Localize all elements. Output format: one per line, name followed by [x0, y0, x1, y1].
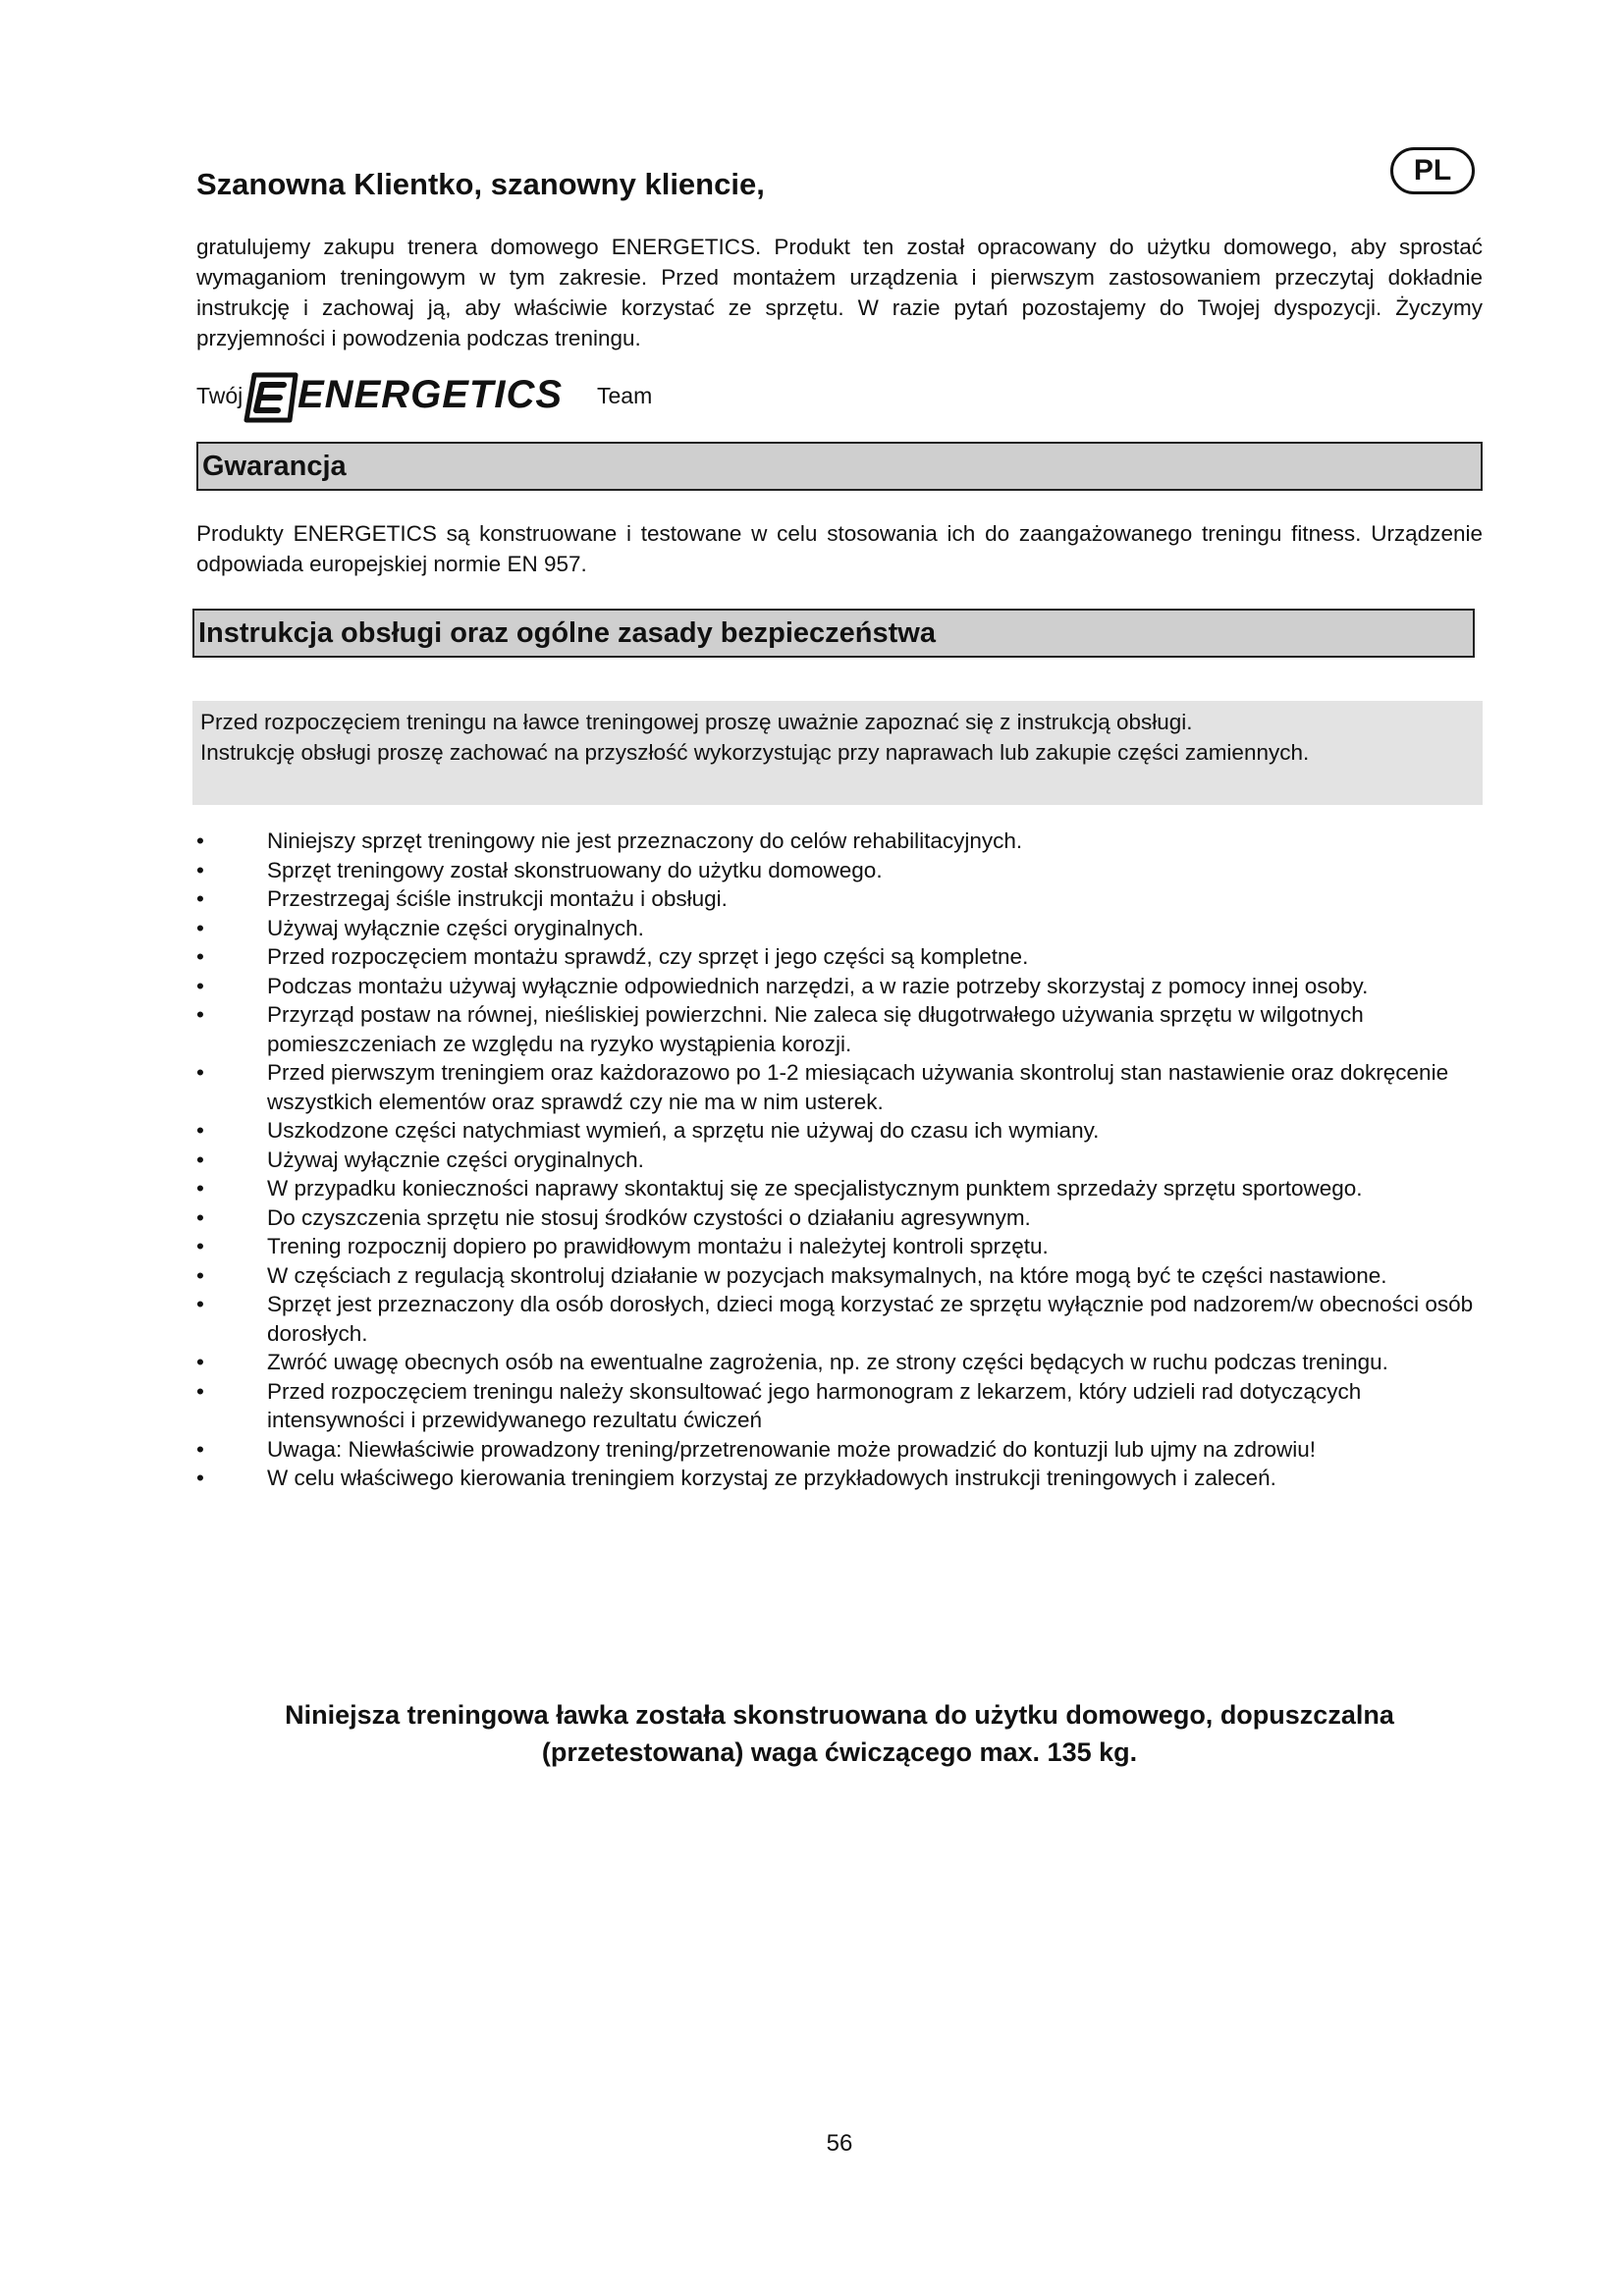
bullet-icon: •	[196, 1234, 204, 1258]
guarantee-paragraph: Produkty ENERGETICS są konstruowane i testowane w celu stosowania ich do zaangażowanego treningu fitness. Urządzenie odpowiada europejskiej normie EN 957.	[196, 521, 1483, 576]
list-item: • W przypadku konieczności naprawy skontaktuj się ze specjalistycznym punktem sprzedaży sprzętu sportowego.	[196, 1174, 1483, 1203]
closing-line-1: Niniejsza treningowa ławka została skonstruowana do użytku domowego, dopuszczalna	[285, 1700, 1394, 1730]
list-item: • Trening rozpocznij dopiero po prawidłowym montażu i należytej kontroli sprzętu.	[196, 1232, 1483, 1261]
intro-paragraph: gratulujemy zakupu trenera domowego ENERGETICS. Produkt ten został opracowany do użytku domowego, aby sprostać wymaganiom treningowym w tym zakresie. Przed montażem urządzenia i pierwszym zastosowaniem przeczytaj dokładnie instrukcję i zachowaj ją, aby właściwie korzystać ze sprzętu. W razie pytań pozostajemy do Twojej dyspozycji. Życzymy przyjemności i powodzenia podczas treningu.	[196, 235, 1483, 350]
guarantee-section-title: Gwarancja	[196, 442, 1483, 491]
list-item: • W celu właściwego kierowania treningiem korzystaj ze przykładowych instrukcji treningowych i zaleceń.	[196, 1464, 1483, 1493]
bullet-icon: •	[196, 1378, 204, 1404]
bullet-icon: •	[196, 1292, 204, 1316]
bullet-icon: •	[196, 944, 204, 969]
bullet-icon: •	[196, 1060, 204, 1085]
bullet-icon: •	[196, 1262, 204, 1288]
page-number: 56	[826, 2130, 853, 2157]
list-item: • Podczas montażu używaj wyłącznie odpowiednich narzędzi, a w razie potrzeby skorzystaj z pomocy innej osoby.	[196, 972, 1483, 1001]
weight-limit-statement	[196, 1696, 1483, 1771]
language-badge: PL	[1390, 147, 1475, 194]
list-item: • Używaj wyłącznie części oryginalnych.	[196, 914, 1483, 943]
bullet-icon: •	[196, 1147, 204, 1172]
bullet-icon: •	[196, 1466, 204, 1490]
list-item: • Zwróć uwagę obecnych osób na ewentualne zagrożenia, np. ze strony części będących w ruchu podczas treningu.	[196, 1348, 1483, 1377]
bullet-icon: •	[196, 1350, 204, 1374]
list-item: • Do czyszczenia sprzętu nie stosuj środków czystości o działaniu agresywnym.	[196, 1203, 1483, 1233]
list-item: • Uszkodzone części natychmiast wymień, a sprzętu nie używaj do czasu ich wymiany.	[196, 1116, 1483, 1146]
energetics-logo	[241, 371, 564, 430]
list-item: • Przed pierwszym treningiem oraz każdorazowo po 1-2 miesiącach używania skontroluj stan nastawienie oraz dokręcenie wszystkich elementów oraz sprawdź czy nie ma w nim usterek.	[196, 1060, 1449, 1114]
bullet-icon: •	[196, 1204, 204, 1230]
bullet-icon: •	[196, 1002, 204, 1027]
safety-section-title: Instrukcja obsługi oraz ogólne zasady bezpieczeństwa	[192, 609, 1475, 658]
greeting-heading: Szanowna Klientko, szanowny kliencie,	[196, 167, 765, 201]
list-item: • Przed rozpoczęciem treningu należy skonsultować jego harmonogram z lekarzem, który udzieli rad dotyczących intensywności i przewidywanego rezultatu ćwiczeń	[196, 1378, 1362, 1432]
list-item: • Przyrząd postaw na równej, nieśliskiej powierzchni. Nie zaleca się długotrwałego używania sprzętu w wilgotnych pomieszczeniach ze względu na ryzyko wystąpienia korozji.	[196, 1002, 1364, 1056]
bullet-icon: •	[196, 973, 204, 998]
bullet-icon: •	[196, 886, 204, 911]
notice-line-2: Instrukcję obsługi proszę zachować na przyszłość wykorzystując przy naprawach lub zakupie części zamiennych.	[200, 740, 1310, 765]
bullet-icon: •	[196, 1118, 204, 1143]
list-item: • Przed rozpoczęciem montażu sprawdź, czy sprzęt i jego części są kompletne.	[196, 942, 1483, 972]
list-item: • Sprzęt treningowy został skonstruowany do użytku domowego.	[196, 856, 1483, 885]
greeting-row	[196, 147, 1483, 206]
signoff-after: Team	[597, 383, 653, 408]
bullet-icon: •	[196, 828, 204, 853]
list-item: • Przestrzegaj ściśle instrukcji montażu i obsługi.	[196, 884, 1483, 914]
list-item: • W częściach z regulacją skontroluj działanie w pozycjach maksymalnych, na które mogą być te części nastawione.	[196, 1261, 1483, 1291]
notice-line-1: Przed rozpoczęciem treningu na ławce treningowej proszę uważnie zapoznać się z instrukcją obsługi.	[200, 710, 1193, 734]
energetics-logo-text: ENERGETICS	[298, 373, 564, 416]
safety-notice-box	[192, 701, 1483, 805]
signoff-line	[196, 371, 785, 426]
bullet-icon: •	[196, 1176, 204, 1201]
bullet-icon: •	[196, 915, 204, 940]
signoff-before: Twój	[196, 383, 244, 408]
safety-rules-list	[196, 827, 1483, 1493]
list-item: • Uwaga: Niewłaściwie prowadzony trening/przetrenowanie może prowadzić do kontuzji lub ujmy na zdrowiu!	[196, 1435, 1483, 1465]
list-item: • Używaj wyłącznie części oryginalnych.	[196, 1146, 1483, 1175]
bullet-icon: •	[196, 1436, 204, 1462]
list-item: • Sprzęt jest przeznaczony dla osób dorosłych, dzieci mogą korzystać ze sprzętu wyłącznie pod nadzorem/w obecności osób dorosłych.	[196, 1292, 1474, 1346]
energetics-e-icon	[241, 371, 299, 424]
closing-line-2: (przetestowana) waga ćwiczącego max. 135 kg.	[541, 1737, 1138, 1767]
bullet-icon: •	[196, 857, 204, 882]
list-item: • Niniejszy sprzęt treningowy nie jest przeznaczony do celów rehabilitacyjnych.	[196, 827, 1483, 856]
